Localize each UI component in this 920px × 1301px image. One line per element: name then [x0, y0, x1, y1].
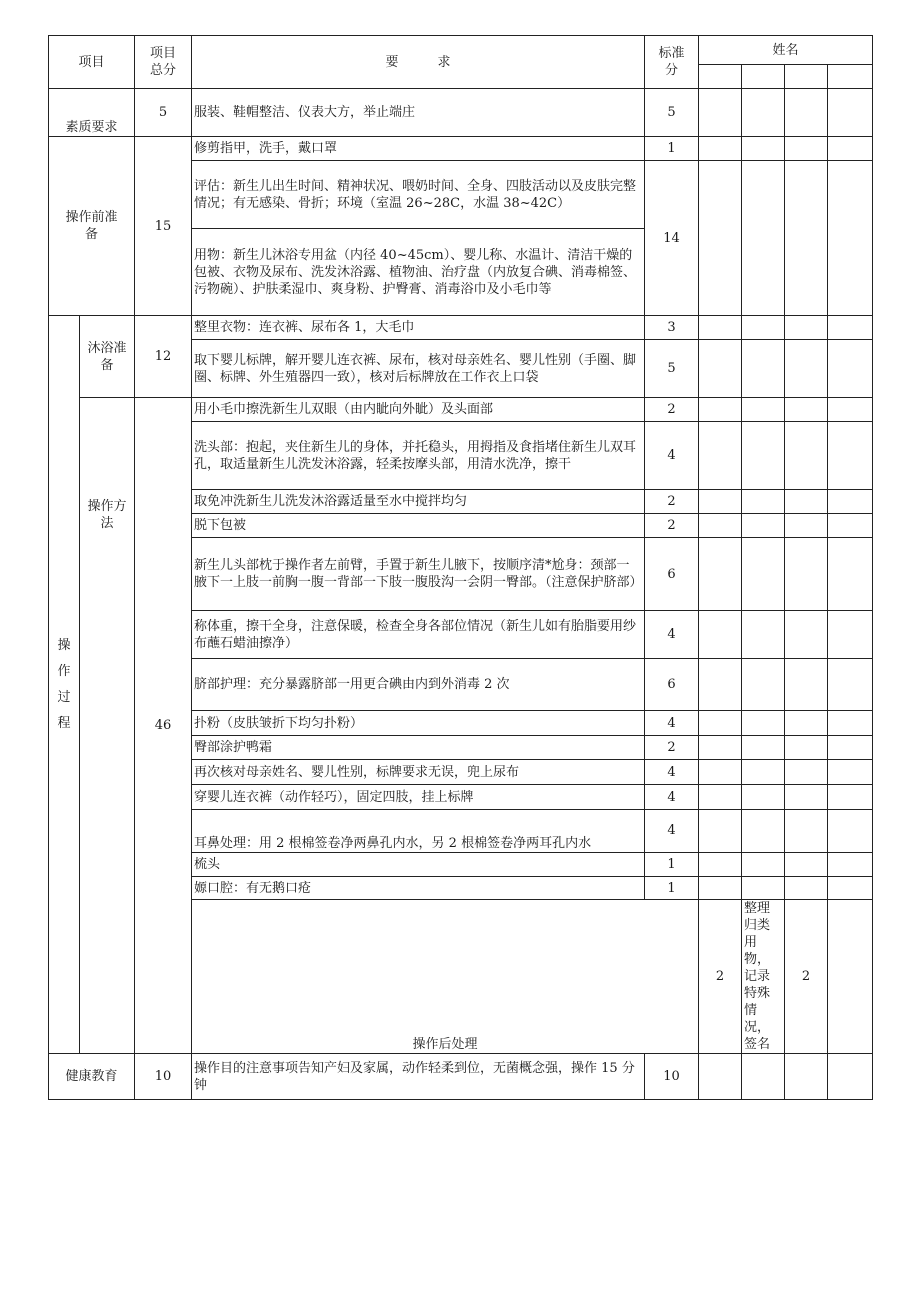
- score-cell[interactable]: [828, 490, 873, 514]
- score-cell[interactable]: [785, 711, 828, 736]
- score-cell[interactable]: [742, 611, 785, 659]
- method-score: 2: [645, 490, 699, 514]
- method-score: 2: [645, 398, 699, 422]
- score-cell[interactable]: [828, 785, 873, 810]
- method-score: 4: [645, 785, 699, 810]
- score-cell[interactable]: [785, 340, 828, 398]
- score-cell[interactable]: [699, 877, 742, 900]
- score-cell[interactable]: [742, 137, 785, 161]
- header-standard-line1: 标准: [658, 46, 685, 61]
- score-cell[interactable]: [742, 659, 785, 711]
- health-requirement: 操作目的注意事项告知产妇及家属，动作轻柔到位，无菌概念强，操作 15 分钟: [192, 1054, 645, 1100]
- header-requirement: 要 求: [192, 36, 645, 89]
- score-cell[interactable]: [785, 422, 828, 490]
- score-cell[interactable]: [699, 137, 742, 161]
- score-cell[interactable]: [699, 760, 742, 785]
- score-cell[interactable]: [699, 422, 742, 490]
- score-cell[interactable]: [742, 877, 785, 900]
- health-total: 10: [135, 1054, 192, 1100]
- quality-label: 素质要求: [49, 89, 135, 137]
- score-cell[interactable]: [828, 137, 873, 161]
- quality-requirement: 服装、鞋帽整洁、仪表大方，举止端庄: [192, 89, 645, 137]
- score-cell[interactable]: [699, 853, 742, 877]
- score-cell[interactable]: [828, 398, 873, 422]
- score-cell[interactable]: [785, 89, 828, 137]
- score-cell[interactable]: [828, 161, 873, 316]
- method-requirement: 扑粉（皮肤皱折下均匀扑粉）: [192, 711, 645, 736]
- header-item-total-line1: 项目: [150, 46, 177, 61]
- score-cell[interactable]: [828, 611, 873, 659]
- prep-total: 15: [135, 137, 192, 316]
- score-cell[interactable]: [785, 316, 828, 340]
- score-cell[interactable]: [742, 538, 785, 611]
- score-cell[interactable]: [742, 161, 785, 316]
- header-standard-score: [645, 36, 699, 89]
- header-item-total-line2: 总分: [150, 63, 177, 78]
- score-cell[interactable]: [742, 711, 785, 736]
- score-cell[interactable]: [699, 659, 742, 711]
- score-cell[interactable]: [699, 89, 742, 137]
- prep-label-line2: 备: [85, 227, 99, 242]
- score-cell[interactable]: [828, 1054, 873, 1100]
- bath-prep-score-2: 5: [645, 340, 699, 398]
- score-cell[interactable]: [699, 1054, 742, 1100]
- score-cell[interactable]: [742, 398, 785, 422]
- score-cell[interactable]: [742, 340, 785, 398]
- after-score: 2: [785, 900, 828, 1054]
- score-cell[interactable]: [785, 853, 828, 877]
- process-char-4: 程: [57, 715, 71, 731]
- method-score: 4: [645, 760, 699, 785]
- score-cell[interactable]: [699, 316, 742, 340]
- score-cell[interactable]: [699, 736, 742, 760]
- quality-score: 5: [645, 89, 699, 137]
- score-cell[interactable]: [785, 137, 828, 161]
- method-total: 46: [135, 398, 192, 1054]
- method-score: 2: [645, 736, 699, 760]
- method-score: 6: [645, 538, 699, 611]
- prep-label: [49, 137, 135, 316]
- method-score: 4: [645, 422, 699, 490]
- score-cell[interactable]: [742, 316, 785, 340]
- score-cell[interactable]: [828, 711, 873, 736]
- score-cell[interactable]: [828, 89, 873, 137]
- method-score: 4: [645, 711, 699, 736]
- method-requirement: 再次核对母亲姓名、婴儿性别，标牌要求无误，兜上尿布: [192, 760, 645, 785]
- score-cell[interactable]: [785, 161, 828, 316]
- after-requirement: 整理归类用物，记录特殊情况，签名: [742, 900, 785, 1054]
- process-char-2: 作: [57, 663, 71, 679]
- process-char-1: 操: [57, 637, 71, 653]
- name-cell-4[interactable]: [828, 65, 873, 89]
- score-cell[interactable]: [828, 340, 873, 398]
- name-cell-2[interactable]: [742, 65, 785, 89]
- method-label-line2: 法: [100, 516, 114, 531]
- prep-score-2: 14: [645, 161, 699, 316]
- score-cell[interactable]: [742, 785, 785, 810]
- method-requirement: 梳头: [192, 853, 645, 877]
- score-cell[interactable]: [699, 611, 742, 659]
- bath-prep-requirement-2: 取下婴儿标牌，解开婴儿连衣裤、尿布，核对母亲姓名、婴儿性别（手圈、脚圈、标牌、外生殖器四一致），核对后标牌放在工作衣上口袋: [192, 340, 645, 398]
- score-cell[interactable]: [699, 711, 742, 736]
- score-cell[interactable]: [699, 514, 742, 538]
- score-cell[interactable]: [828, 514, 873, 538]
- header-item-total: [135, 36, 192, 89]
- score-cell[interactable]: [742, 89, 785, 137]
- score-cell[interactable]: [785, 490, 828, 514]
- method-requirement: 用小毛巾擦洗新生儿双眼（由内眦向外眦）及头面部: [192, 398, 645, 422]
- method-requirement: 新生儿头部枕于操作者左前臂，手置于新生儿腋下，按顺序清*尬身：颈部一腋下一上肢一前胸一腹一背部一下肢一腹股沟一会阴一臀部。（注意保护脐部）: [192, 538, 645, 611]
- score-cell[interactable]: [785, 760, 828, 785]
- score-cell[interactable]: [828, 736, 873, 760]
- method-label: [80, 398, 135, 1054]
- method-requirement: 脱下包被: [192, 514, 645, 538]
- method-label-line1: 操作方: [87, 499, 127, 514]
- score-cell[interactable]: [699, 161, 742, 316]
- score-cell[interactable]: [699, 340, 742, 398]
- nursing-score-sheet: [48, 35, 873, 1100]
- score-cell[interactable]: [785, 736, 828, 760]
- bath-prep-label-line2: 备: [100, 357, 114, 373]
- score-cell[interactable]: [785, 538, 828, 611]
- method-score: 1: [645, 877, 699, 900]
- header-item: 项目: [49, 36, 135, 89]
- header-name: 姓名: [699, 36, 873, 65]
- bath-prep-label: [80, 316, 135, 398]
- score-cell[interactable]: [785, 611, 828, 659]
- method-score: 4: [645, 810, 699, 853]
- score-cell[interactable]: [785, 514, 828, 538]
- name-cell-1[interactable]: [699, 65, 742, 89]
- score-cell[interactable]: [699, 490, 742, 514]
- score-cell[interactable]: [785, 398, 828, 422]
- bath-prep-total: 12: [135, 316, 192, 398]
- prep-score-1: 1: [645, 137, 699, 161]
- score-cell[interactable]: [828, 810, 873, 853]
- score-cell[interactable]: [699, 538, 742, 611]
- bath-prep-requirement-1: 整里衣物：连衣裤、尿布各 1，大毛巾: [192, 316, 645, 340]
- score-cell[interactable]: [742, 853, 785, 877]
- score-cell[interactable]: [699, 785, 742, 810]
- prep-label-line1: 操作前准: [65, 210, 118, 225]
- score-cell[interactable]: [785, 1054, 828, 1100]
- health-label: 健康教育: [49, 1054, 135, 1100]
- health-score: 10: [645, 1054, 699, 1100]
- score-cell[interactable]: [742, 736, 785, 760]
- bath-prep-score-1: 3: [645, 316, 699, 340]
- method-requirement: 取免冲洗新生儿洗发沐浴露适量至水中搅拌均匀: [192, 490, 645, 514]
- score-cell[interactable]: [742, 490, 785, 514]
- score-cell[interactable]: [785, 810, 828, 853]
- score-cell[interactable]: [828, 316, 873, 340]
- score-cell[interactable]: [742, 810, 785, 853]
- method-score: 1: [645, 853, 699, 877]
- score-cell[interactable]: [785, 877, 828, 900]
- method-score: 2: [645, 514, 699, 538]
- method-score: 6: [645, 659, 699, 711]
- process-char-3: 过: [57, 689, 71, 705]
- score-cell[interactable]: [828, 853, 873, 877]
- method-requirement: 称体重，擦干全身，注意保暖，检查全身各部位情况（新生儿如有胎脂要用纱布蘸石蜡油擦净）: [192, 611, 645, 659]
- bath-prep-label-line1: 沐浴准: [87, 340, 127, 356]
- method-requirement: 洗头部：抱起，夹住新生儿的身体，并托稳头，用拇指及食指堵住新生儿双耳孔，取适量新生儿洗发沐浴露，轻柔按摩头部，用清水洗净，擦干: [192, 422, 645, 490]
- method-requirement: 脐部护理：充分暴露脐部一用更合碘由内到外消毒 2 次: [192, 659, 645, 711]
- after-label: 操作后处理: [192, 900, 699, 1054]
- score-cell[interactable]: [785, 659, 828, 711]
- method-requirement: 臀部涂护鸭霜: [192, 736, 645, 760]
- name-cell-3[interactable]: [785, 65, 828, 89]
- score-cell[interactable]: [742, 422, 785, 490]
- header-standard-line2: 分: [665, 63, 679, 78]
- method-requirement: 嫄口腔：有无鹅口疮: [192, 877, 645, 900]
- prep-requirement-1: 修剪指甲，洗手，戴口罩: [192, 137, 645, 161]
- prep-requirement-3: 用物：新生儿沐浴专用盆（内径 40~45cm）、婴儿称、水温计、清洁干燥的包被、衣物及尿布、洗发沐浴露、植物油、治疗盘（内放复合碘、消毒棉签、污物碗）、护肤柔湿巾、爽身粉、护臀膏、消毒浴巾及小毛巾等: [192, 229, 645, 316]
- score-cell[interactable]: [828, 422, 873, 490]
- score-cell[interactable]: [828, 659, 873, 711]
- quality-total: 5: [135, 89, 192, 137]
- score-cell[interactable]: [828, 538, 873, 611]
- method-requirement: 穿婴儿连衣裤（动作轻巧），固定四肢，挂上标牌: [192, 785, 645, 810]
- method-requirement: 耳鼻处理：用 2 根棉签卷净两鼻孔内水，另 2 根棉签卷净两耳孔内水: [192, 810, 645, 853]
- score-cell[interactable]: [742, 1054, 785, 1100]
- score-cell[interactable]: [828, 877, 873, 900]
- score-cell[interactable]: [785, 785, 828, 810]
- after-total: 2: [699, 900, 742, 1054]
- score-cell[interactable]: [742, 514, 785, 538]
- score-cell[interactable]: [742, 760, 785, 785]
- prep-requirement-2: 评估：新生儿出生时间、精神状况、喂奶时间、全身、四肢活动以及皮肤完整情况；有无感染、骨折；环境（室温 26~28C，水温 38~42C）: [192, 161, 645, 229]
- process-label: [49, 316, 80, 1054]
- score-cell[interactable]: [828, 760, 873, 785]
- score-cell[interactable]: [828, 900, 873, 1054]
- method-score: 4: [645, 611, 699, 659]
- score-cell[interactable]: [699, 398, 742, 422]
- score-cell[interactable]: [699, 810, 742, 853]
